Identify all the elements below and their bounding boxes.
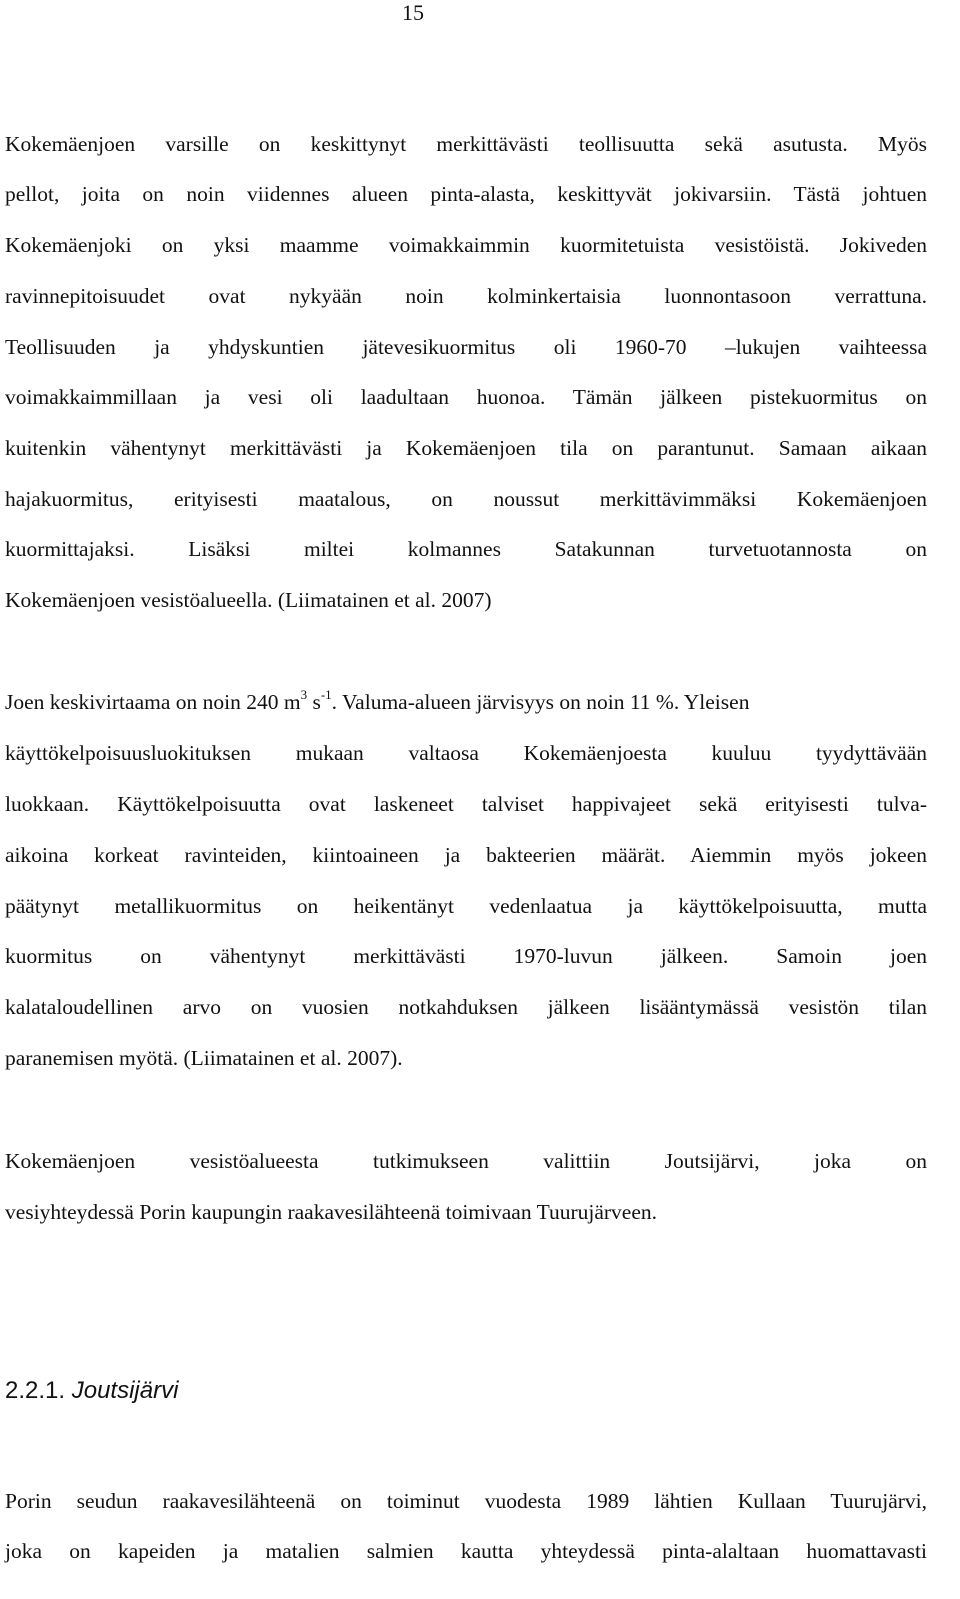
paragraph-line: luokkaan. Käyttökelpoisuutta ovat laskeneet talviset happivajeet sekä erityisesti tulva-: [5, 792, 927, 816]
paragraph-line: vesiyhteydessä Porin kaupungin raakavesilähteenä toimivaan Tuurujärveen.: [5, 1200, 658, 1224]
text-run: . Valuma-alueen järvisyys on noin 11 %. Yleisen: [331, 690, 750, 714]
paragraph-line: kuormittajaksi. Lisäksi miltei kolmannes Satakunnan turvetuotannosta on: [5, 537, 927, 561]
section-title: Joutsijärvi: [71, 1377, 179, 1404]
paragraph-line: Porin seudun raakavesilähteenä on toiminut vuodesta 1989 lähtien Kullaan Tuurujärvi,: [5, 1489, 927, 1513]
paragraph-line: Kokemäenjoen vesistöalueella. (Liimatainen et al. 2007): [5, 588, 492, 612]
text-run: Joen keskivirtaama on noin 240 m: [5, 690, 301, 714]
section-number: 2.2.1.: [5, 1377, 66, 1404]
paragraph-line: paranemisen myötä. (Liimatainen et al. 2007).: [5, 1046, 403, 1070]
paragraph-line-with-units: [5, 686, 927, 715]
paragraph-line: käyttökelpoisuusluokituksen mukaan valtaosa Kokemäenjoesta kuuluu tyydyttävään: [5, 741, 927, 765]
paragraph-line: kuormitus on vähentynyt merkittävästi 1970-luvun jälkeen. Samoin joen: [5, 944, 927, 968]
paragraph-line: päätynyt metallikuormitus on heikentänyt vedenlaatua ja käyttökelpoisuutta, mutta: [5, 894, 927, 918]
paragraph-line: joka on kapeiden ja matalien salmien kautta yhteydessä pinta-alaltaan huomattavasti: [5, 1539, 927, 1563]
text-run: s: [307, 690, 321, 714]
superscript: -1: [320, 686, 332, 702]
section-heading: [5, 1377, 178, 1405]
page-number: 15: [402, 0, 424, 25]
paragraph-line: kuitenkin vähentynyt merkittävästi ja Kokemäenjoen tila on parantunut. Samaan aikaan: [5, 436, 927, 460]
paragraph-line: kalataloudellinen arvo on vuosien notkahduksen jälkeen lisääntymässä vesistön tilan: [5, 995, 927, 1019]
superscript: 3: [300, 686, 308, 702]
paragraph-line: Teollisuuden ja yhdyskuntien jätevesikuormitus oli 1960-70 –lukujen vaihteessa: [5, 335, 927, 359]
paragraph-line: voimakkaimmillaan ja vesi oli laadultaan huonoa. Tämän jälkeen pistekuormitus on: [5, 385, 927, 409]
paragraph-line: aikoina korkeat ravinteiden, kiintoaineen ja bakteerien määrät. Aiemmin myös jokeen: [5, 843, 927, 867]
paragraph-line: Kokemäenjoen varsille on keskittynyt merkittävästi teollisuutta sekä asutusta. Myös: [5, 132, 927, 156]
paragraph-line: ravinnepitoisuudet ovat nykyään noin kolminkertaisia luonnontasoon verrattuna.: [5, 284, 927, 308]
paragraph-line: Kokemäenjoen vesistöalueesta tutkimukseen valittiin Joutsijärvi, joka on: [5, 1149, 927, 1173]
paragraph-line: pellot, joita on noin viidennes alueen pinta-alasta, keskittyvät jokivarsiin. Tästä johtuen: [5, 182, 927, 206]
paragraph-line: Kokemäenjoki on yksi maamme voimakkaimmin kuormitetuista vesistöistä. Jokiveden: [5, 233, 927, 257]
paragraph-line: hajakuormitus, erityisesti maatalous, on noussut merkittävimmäksi Kokemäenjoen: [5, 487, 927, 511]
